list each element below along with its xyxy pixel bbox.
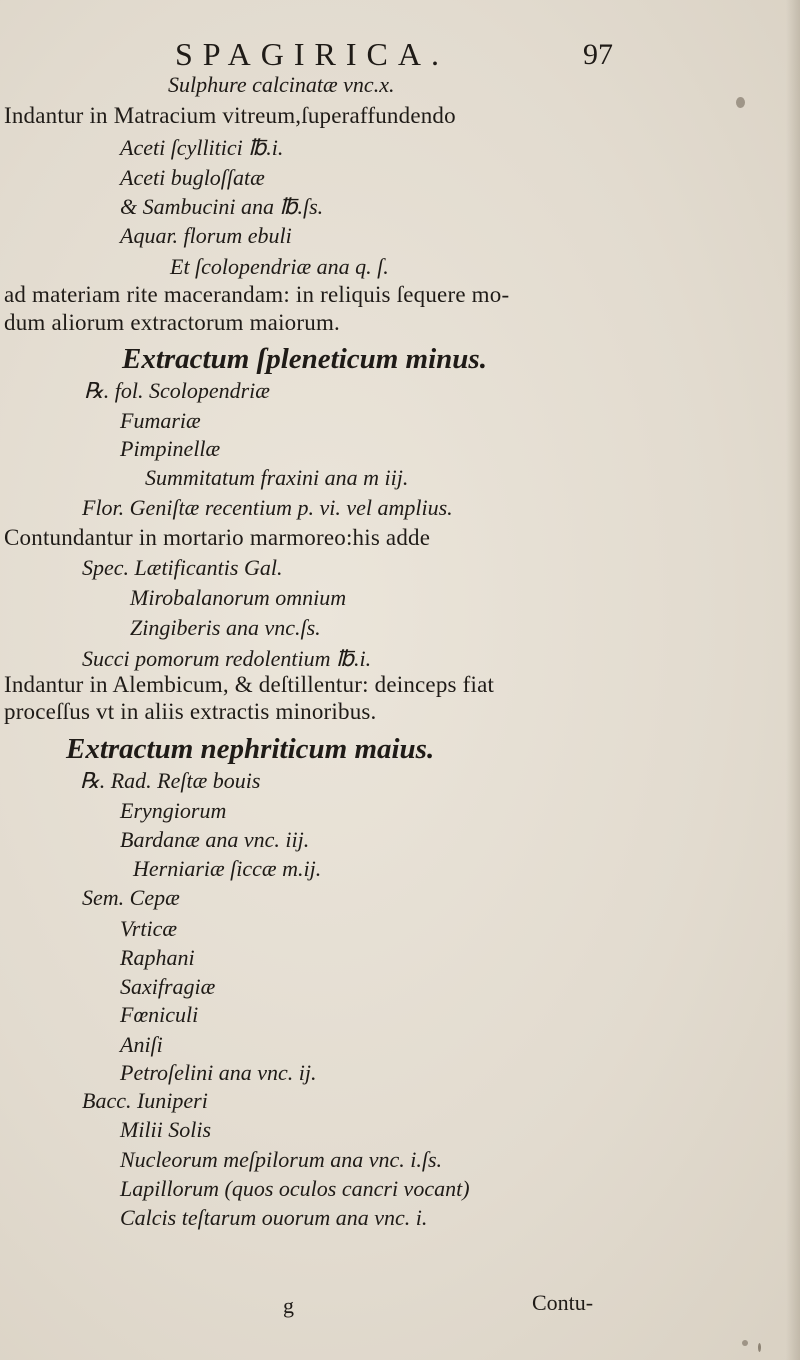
text-line: Sulphure calcinatæ vnc.x. (168, 72, 395, 97)
text-line: Aquar. florum ebuli (120, 223, 292, 248)
page-edge-shadow (786, 0, 800, 1360)
text-line: Indantur in Matracium vitreum,ſuperaffundendo (4, 103, 456, 128)
text-line: Flor. Geniſtæ recentium p. vi. vel amplius. (82, 495, 453, 520)
text-line: Spec. Lætificantis Gal. (82, 555, 283, 580)
section-heading: Extractum nephriticum maius. (66, 733, 435, 765)
text-line: ℞. fol. Scolopendriæ (84, 378, 270, 403)
paper-stain (758, 1343, 761, 1352)
text-line: Succi pomorum redolentium ℔.i. (82, 646, 372, 671)
text-line: Herniariæ ſiccæ m.ij. (133, 856, 322, 881)
signature-mark: g (283, 1293, 294, 1318)
text-line: Fœniculi (120, 1002, 199, 1027)
text-line: Petroſelini ana vnc. ij. (120, 1060, 317, 1085)
text-line: Pimpinellæ (120, 436, 221, 461)
text-line: Sem. Cepæ (82, 885, 180, 910)
text-line: Summitatum fraxini ana m iij. (145, 465, 409, 490)
page-number: 97 (583, 38, 613, 71)
text-line: Et ſcolopendriæ ana q. ſ. (170, 254, 389, 279)
text-line: Indantur in Alembicum, & deſtillentur: deinceps fiat (4, 672, 495, 697)
text-line: ℞. Rad. Reſtæ bouis (80, 768, 261, 793)
catchword: Contu- (532, 1290, 594, 1315)
text-line: Aceti bugloſſatæ (120, 165, 265, 190)
text-line: Saxifragiæ (120, 974, 216, 999)
text-line: Milii Solis (120, 1117, 212, 1142)
running-title: SPAGIRICA. (175, 36, 449, 72)
text-line: Eryngiorum (120, 798, 227, 823)
text-line: Vrticæ (120, 916, 178, 941)
text-line: Nucleorum meſpilorum ana vnc. i.ſs. (120, 1147, 443, 1172)
text-line: Fumariæ (120, 408, 201, 433)
section-heading: Extractum ſpleneticum minus. (122, 343, 487, 375)
paper-stain (736, 97, 745, 108)
text-line: ad materiam rite macerandam: in reliquis ſequere mo- (4, 282, 510, 307)
text-line: Bacc. Iuniperi (82, 1088, 208, 1113)
text-line: Aniſi (120, 1032, 163, 1057)
text-line: Bardanæ ana vnc. iij. (120, 827, 310, 852)
text-line: Zingiberis ana vnc.ſs. (130, 615, 321, 640)
text-line: Lapillorum (quos oculos cancri vocant) (120, 1176, 470, 1201)
text-line: & Sambucini ana ℔.ſs. (120, 194, 324, 219)
text-line: Mirobalanorum omnium (130, 585, 347, 610)
text-line: dum aliorum extractorum maiorum. (4, 310, 340, 335)
text-line: proceſſus vt in aliis extractis minoribus. (4, 699, 377, 724)
text-line: Aceti ſcyllitici ℔.i. (120, 135, 284, 160)
text-line: Calcis teſtarum ouorum ana vnc. i. (120, 1205, 428, 1230)
text-line: Raphani (120, 945, 195, 970)
paper-stain (742, 1340, 748, 1346)
text-line: Contundantur in mortario marmoreo:his adde (4, 525, 431, 550)
